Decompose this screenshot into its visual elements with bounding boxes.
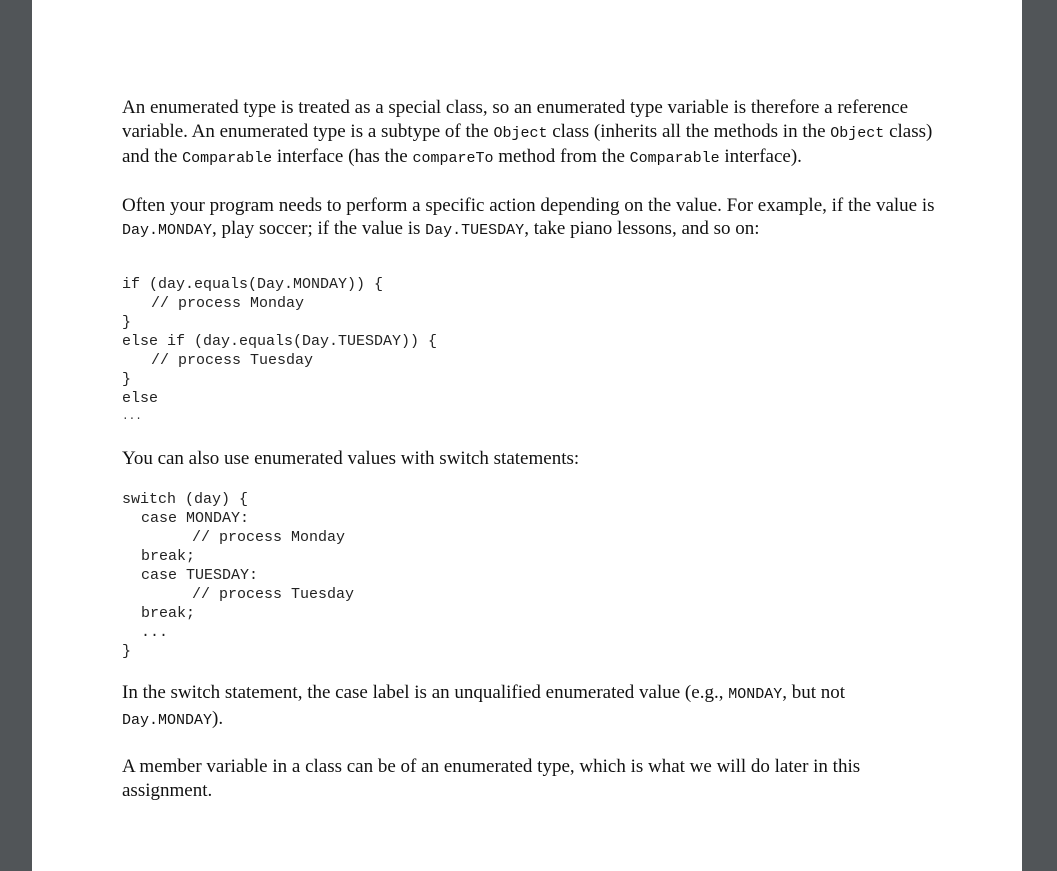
paragraph-case-label xyxy=(122,681,942,732)
code-block-if xyxy=(122,275,942,427)
code-inline: Object xyxy=(830,124,885,142)
text: , play soccer; if the value is xyxy=(212,218,426,239)
code-line: // process Monday xyxy=(151,294,305,312)
paragraph-specific-action xyxy=(122,194,942,243)
code-line: } xyxy=(122,370,132,388)
text: class) and the xyxy=(122,120,933,167)
code-line: ... xyxy=(141,624,169,641)
code-ellipsis: ... xyxy=(122,410,142,423)
code-line: else if (day.equals(Day.TUESDAY)) { xyxy=(122,332,438,350)
text: , take piano lessons, and so on: xyxy=(524,218,760,239)
code-line: // process Monday xyxy=(192,529,346,546)
text: You can also use enumerated values with switch statements: xyxy=(122,447,580,469)
text: In the switch statement, the case label is an unqualified enumerated value (e.g., xyxy=(122,682,729,703)
text: An enumerated type is treated as a special class, so an enumerated type variable is therefore a reference variable. An enumerated type is a subtype of the xyxy=(122,97,909,142)
page-content xyxy=(122,96,942,802)
document-page[interactable] xyxy=(32,0,1022,871)
code-line: break; xyxy=(141,548,196,565)
paragraph-switch-intro xyxy=(122,447,942,471)
code-inline: Day.TUESDAY xyxy=(425,222,525,239)
text: , but not xyxy=(782,682,846,703)
code-line: } xyxy=(122,313,132,331)
code-line: // process Tuesday xyxy=(192,586,355,603)
code-inline: Day.MONDAY xyxy=(122,222,213,239)
text: A member variable in a class can be of an enumerated type, which is what we will do later in this assignment. xyxy=(122,756,861,801)
code-inline: Day.MONDAY xyxy=(122,711,213,729)
code-line: else xyxy=(122,389,159,407)
code-line: if (day.equals(Day.MONDAY)) { xyxy=(122,275,384,293)
text: interface). xyxy=(719,146,802,167)
text: interface (has the xyxy=(272,146,413,167)
code-inline: compareTo xyxy=(412,150,494,167)
code-line: // process Tuesday xyxy=(151,351,314,369)
code-line: case MONDAY: xyxy=(141,510,250,527)
text: ). xyxy=(212,707,224,729)
code-line: break; xyxy=(141,605,196,622)
code-inline: Object xyxy=(493,124,548,142)
code-inline: MONDAY xyxy=(728,686,783,703)
code-line: } xyxy=(122,643,132,660)
code-inline: Comparable xyxy=(182,150,273,167)
text: Often your program needs to perform a specific action depending on the value. For example, if the value is xyxy=(122,194,935,216)
code-line: case TUESDAY: xyxy=(141,567,259,584)
paragraph-enum-class xyxy=(122,96,942,171)
text: class (inherits all the methods in the xyxy=(547,120,831,142)
code-line: switch (day) { xyxy=(122,491,249,508)
code-inline: Comparable xyxy=(629,150,720,167)
text: method from the xyxy=(493,146,630,167)
code-block-switch xyxy=(122,490,942,661)
paragraph-member-variable xyxy=(122,755,942,802)
